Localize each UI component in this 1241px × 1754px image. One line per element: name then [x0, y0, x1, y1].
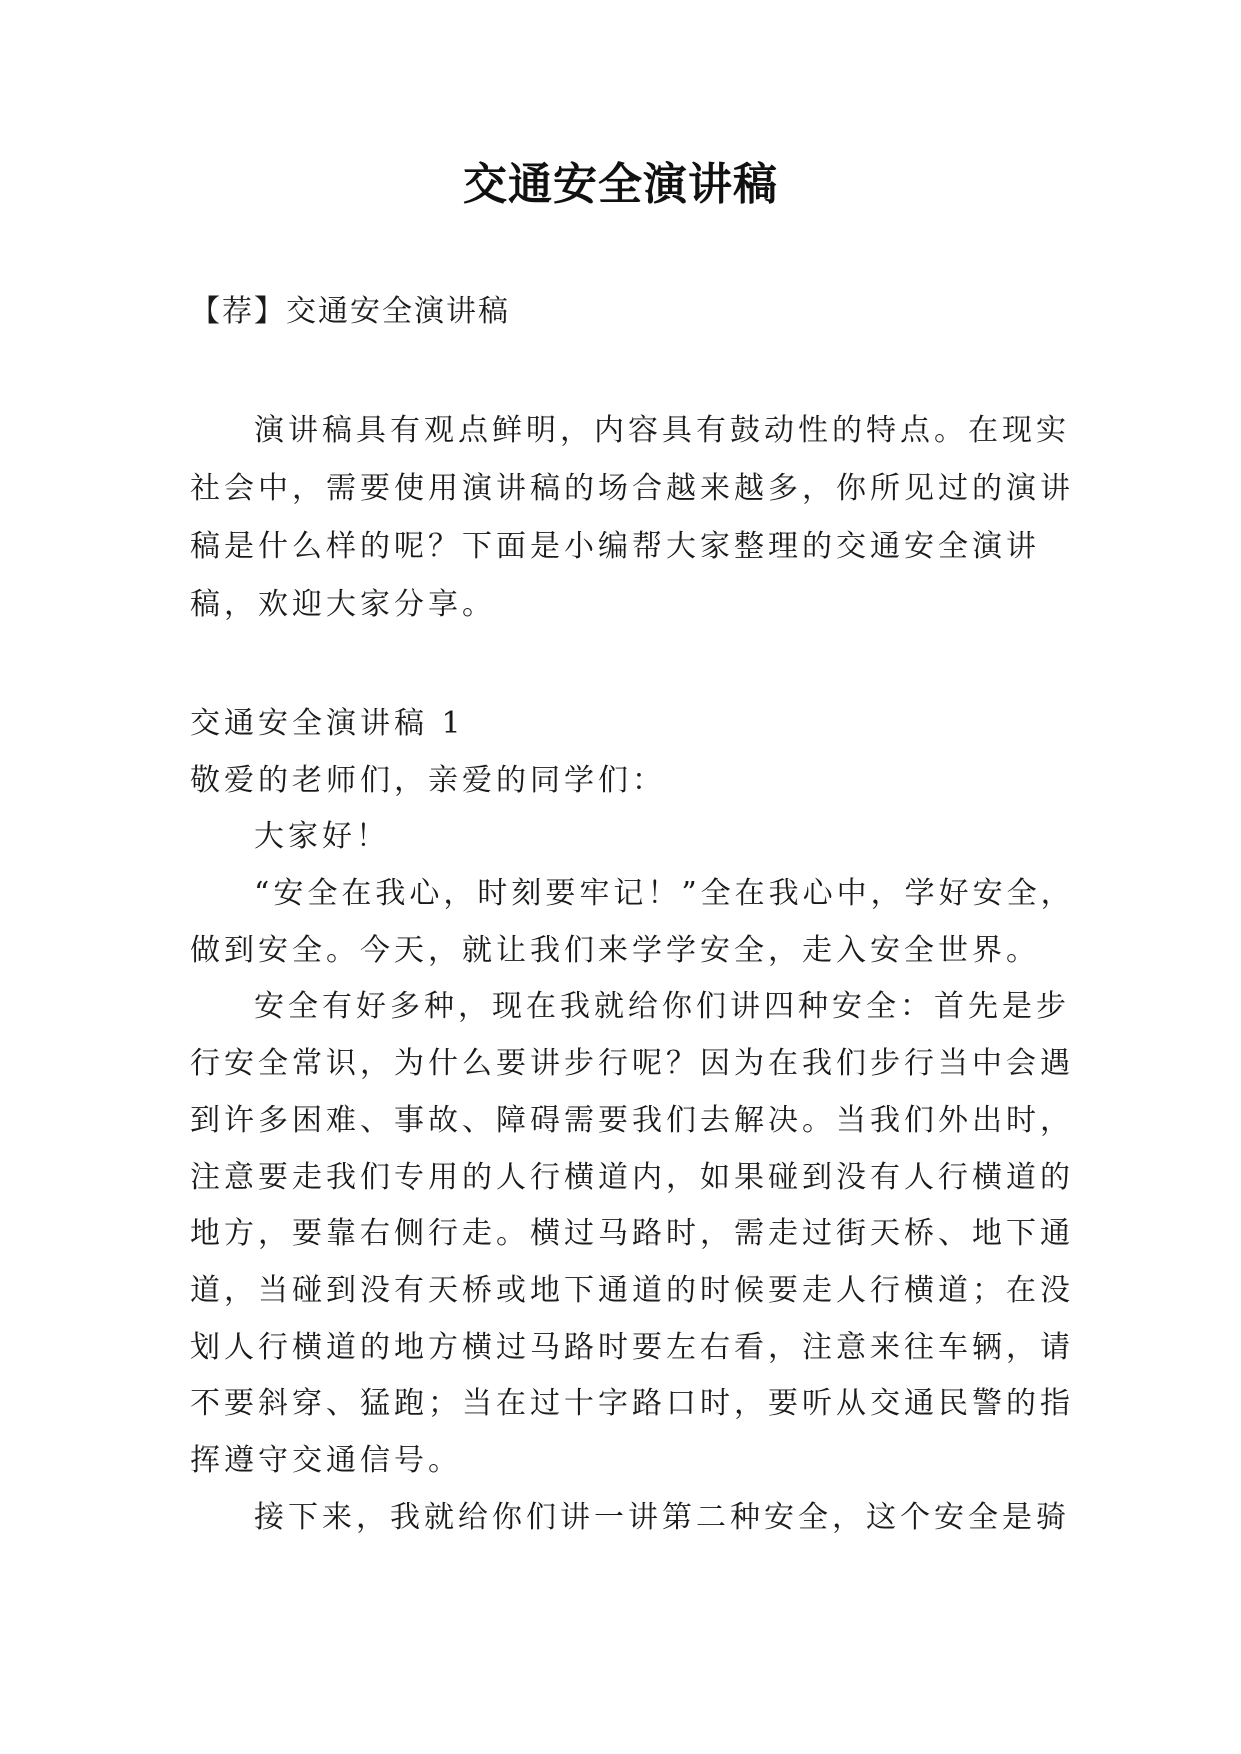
paragraph-line: 做到安全。今天，就让我们来学学安全，走入安全世界。	[190, 932, 1040, 968]
intro-paragraph	[190, 402, 1074, 634]
paragraph-line: 到许多困难、事故、障碍需要我们去解决。当我们外出时，	[190, 1102, 1074, 1138]
document-subtitle: 【荐】交通安全演讲稿	[190, 294, 510, 329]
paragraph-line: 划人行横道的地方横过马路时要左右看，注意来往车辆，请	[190, 1329, 1074, 1365]
paragraph-line: 行安全常识，为什么要讲步行呢？因为在我们步行当中会遇	[190, 1046, 1074, 1082]
speech-greeting: 大家好！	[254, 819, 390, 855]
paragraph-line: 不要斜穿、猛跑；当在过十字路口时，要听从交通民警的指	[190, 1386, 1074, 1422]
paragraph-line: 挥遵守交通信号。	[190, 1442, 462, 1478]
paragraph-line: “安全在我心，时刻要牢记！”全在我心中，学好安全，	[254, 876, 1075, 912]
speech-body	[190, 696, 1075, 1546]
paragraph-line: 地方，要靠右侧行走。横过马路时，需走过街天桥、地下通	[190, 1216, 1074, 1252]
paragraph-line: 注意要走我们专用的人行横道内，如果碰到没有人行横道的	[190, 1159, 1074, 1195]
intro-line: 稿，欢迎大家分享。	[190, 587, 496, 622]
intro-line: 稿是什么样的呢？下面是小编帮大家整理的交通安全演讲	[190, 529, 1040, 564]
paragraph-line: 安全有好多种，现在我就给你们讲四种安全：首先是步	[254, 989, 1070, 1025]
intro-line: 社会中，需要使用演讲稿的场合越来越多，你所见过的演讲	[190, 471, 1074, 506]
document-title: 交通安全演讲稿	[463, 159, 778, 210]
paragraph-line: 道，当碰到没有天桥或地下通道的时候要走人行横道；在没	[190, 1272, 1074, 1308]
speech-salutation: 敬爱的老师们，亲爱的同学们：	[190, 762, 666, 798]
intro-line: 演讲稿具有观点鲜明，内容具有鼓动性的特点。在现实	[254, 413, 1070, 448]
speech-heading: 交通安全演讲稿 1	[190, 706, 465, 741]
paragraph-line: 接下来，我就给你们讲一讲第二种安全，这个安全是骑	[254, 1499, 1070, 1535]
